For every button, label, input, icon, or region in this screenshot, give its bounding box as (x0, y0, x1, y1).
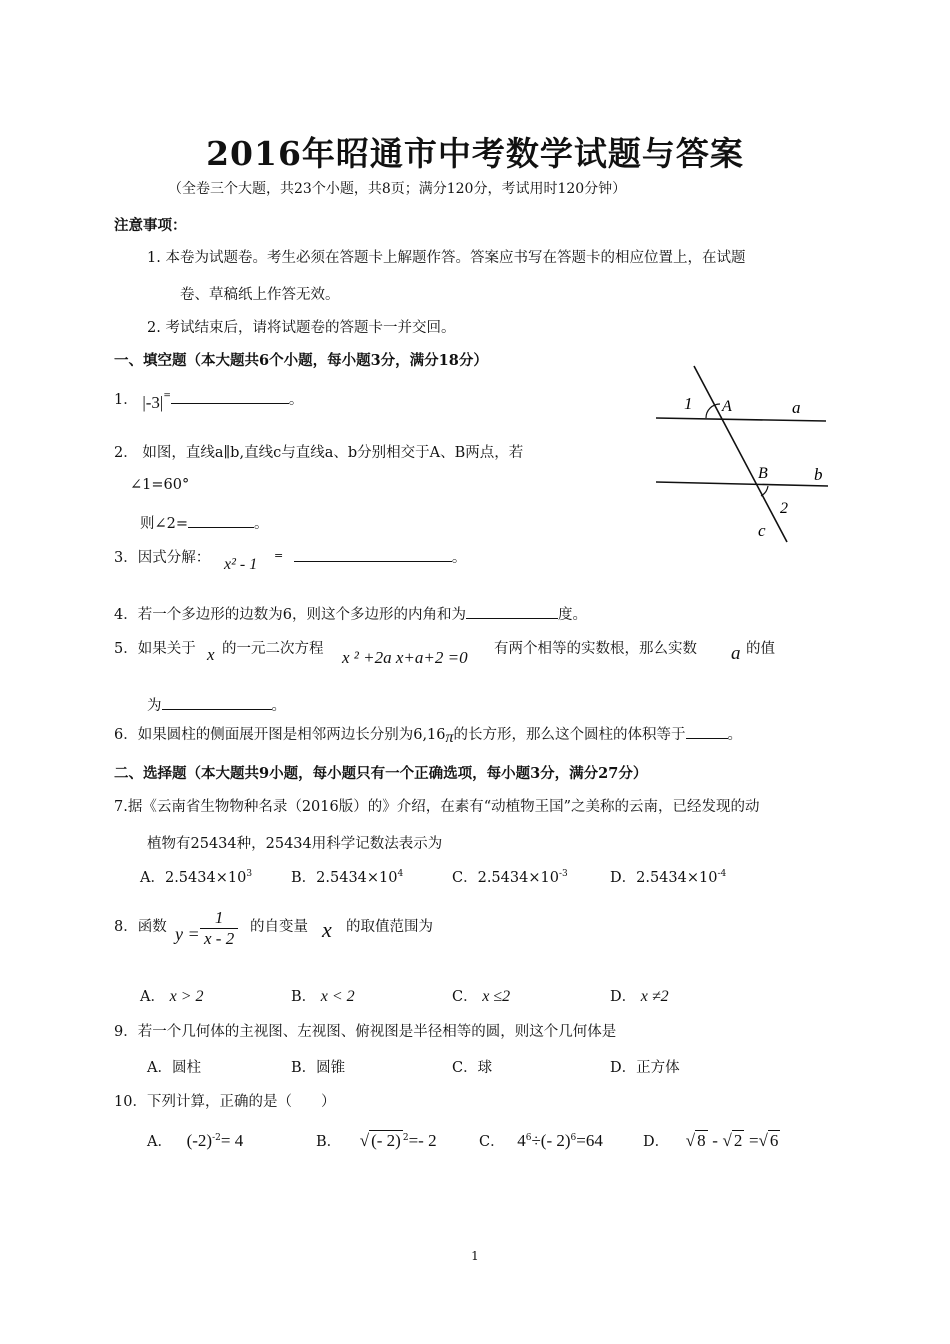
q10-option-a[interactable]: A． $(-2)^{-2}= 4$ (147, 1131, 244, 1150)
q9-option-c[interactable]: C．球 (452, 1060, 493, 1076)
section-2-heading: 二、选择题（本大题共9小题，每小题只有一个正确选项，每小题3分，满分27分） (114, 765, 648, 782)
q6-pi: π (445, 729, 454, 746)
q1-expression: |-3| (142, 393, 164, 412)
line-a (656, 418, 826, 421)
q1-number: 1． (114, 392, 138, 408)
point-a-label: A (722, 398, 732, 415)
question-5-line-2 (147, 694, 286, 715)
exam-info: （全卷三个大题，共23个小题，共8页；满分120分，考试用时120分钟） (168, 181, 627, 197)
line-c-label: c (758, 521, 766, 540)
q10-option-b[interactable]: B． √ (- 2) $^2$=- 2 (316, 1131, 437, 1150)
question-6 (114, 723, 742, 744)
question-10: 10．下列计算，正确的是（ ） (114, 1094, 336, 1110)
q5-prompt-d: 的值 (746, 641, 775, 657)
notes-heading: 注意事项： (114, 217, 187, 234)
q8-prompt-3: 的取值范围为 (346, 919, 433, 935)
line-c (694, 366, 787, 542)
note-item-1: 1. 本卷为试题卷。考生必须在答题卡上解题作答。答案应书写在答题卡的相应位置上，在试题 (147, 250, 746, 266)
q10-option-c[interactable]: C． $4^6\div(-$ 2)$^6$=64 (479, 1131, 603, 1150)
page-title: 2016年昭通市中考数学试题与答案 (206, 134, 744, 173)
q3-prompt: 3．因式分解： (114, 550, 211, 566)
q4-answer-blank (466, 617, 558, 619)
q2-prompt: 则∠2= (140, 516, 189, 532)
question-3 (114, 546, 210, 567)
note-item-1-cont: 卷、草稿纸上作答无效。 (180, 287, 340, 303)
parallel-lines-figure (650, 362, 840, 547)
q8-fraction (200, 908, 238, 949)
q8-option-d[interactable]: D． x ≠2 (610, 988, 669, 1005)
line-a-label: a (792, 398, 801, 417)
q9-option-a[interactable]: A．圆柱 (147, 1060, 201, 1076)
q8-y: y = (175, 924, 200, 944)
q5-period: 。 (271, 698, 286, 714)
q3-expression: x² - 1 (224, 556, 258, 573)
q3-period: 。 (451, 550, 467, 566)
q8-option-b[interactable]: B． x < 2 (291, 988, 355, 1005)
q4-unit: 度。 (557, 607, 587, 623)
q9-option-b[interactable]: B．圆锥 (291, 1060, 346, 1076)
line-b (656, 482, 828, 486)
q3-equals: = (274, 549, 284, 562)
q5-prompt-c: 有两个相等的实数根，那么实数 (494, 641, 697, 657)
q8-option-c[interactable]: C． x ≤2 (452, 988, 511, 1005)
q6-prompt: 6．如果圆柱的侧面展开图是相邻两边长分别为6,16 (114, 727, 446, 743)
q8-prompt-2: 的自变量 (250, 919, 308, 935)
q6-period: 。 (727, 727, 743, 743)
q1-equals: = (163, 391, 171, 402)
q10-option-d[interactable]: D． √ 8 - √ 2 =√ 6 (643, 1131, 779, 1150)
question-2-line-3 (140, 512, 269, 533)
q1-answer-blank (171, 402, 289, 404)
q5-for: 为 (147, 698, 162, 714)
q2-period: 。 (254, 516, 269, 532)
q8-numerator: 1 (200, 908, 238, 929)
q7-option-d[interactable]: D．$2.5434\times 10^{-4}$ (610, 869, 727, 886)
q6-answer-blank (686, 737, 728, 739)
q7-option-b[interactable]: B．$2.5434\times 10^4$ (291, 869, 404, 886)
q5-a-var: a (731, 643, 741, 664)
question-7-line-2: 植物有25434种，25434用科学记数法表示为 (147, 836, 443, 852)
question-5-line-1 (114, 637, 196, 658)
point-b-label: B (758, 465, 768, 482)
q2-answer-blank (188, 526, 254, 528)
q5-prompt-a: 5．如果关于 (114, 641, 196, 657)
angle-2-label: 2 (780, 500, 788, 517)
question-7-line-1: 7.据《云南省生物物种名录（2016版）的》介绍，在素有“动植物王国”之美称的云南，已经发现的动 (114, 799, 760, 815)
q3-answer-blank (294, 560, 452, 562)
question-4 (114, 603, 587, 624)
q3-answer (274, 546, 466, 567)
q8-option-a[interactable]: A． x > 2 (140, 988, 204, 1005)
q1-period: 。 (288, 392, 304, 408)
q7-option-a[interactable]: A．$2.5434\times 10^3$ (140, 869, 253, 886)
q5-answer-blank (162, 708, 272, 710)
q5-prompt-b: 的一元二次方程 (222, 641, 324, 657)
q8-prompt: 8．函数 (114, 919, 167, 935)
line-b-label: b (814, 465, 823, 484)
section-1-heading: 一、填空题（本大题共6个小题，每小题3分，满分18分） (114, 352, 488, 369)
q8-x: x (322, 917, 332, 942)
page-number: 1 (471, 1249, 479, 1263)
note-item-2: 2. 考试结束后，请将试题卷的答题卡一并交回。 (147, 320, 456, 336)
question-2-line-1: 2． 如图，直线a∥b,直线c与直线a、b分别相交于A、B两点，若 (114, 445, 524, 461)
q5-equation: x ² +2a x+a+2 =0 (342, 648, 468, 667)
q8-denominator: x - 2 (204, 929, 235, 948)
q9-option-d[interactable]: D．正方体 (610, 1060, 680, 1076)
q5-x: x (207, 645, 215, 664)
question-9: 9．若一个几何体的主视图、左视图、俯视图是半径相等的圆，则这个几何体是 (114, 1024, 617, 1040)
q7-option-c[interactable]: C．$2.5434\times 10^{-3}$ (452, 869, 568, 886)
question-1 (114, 388, 304, 412)
q6-prompt-2: 的长方形，那么这个圆柱的体积等于 (453, 727, 686, 743)
q4-prompt: 4．若一个多边形的边数为6，则这个多边形的内角和为 (114, 607, 466, 623)
angle-1-label: 1 (684, 394, 693, 413)
question-2-line-2: ∠1=60° (130, 477, 190, 493)
